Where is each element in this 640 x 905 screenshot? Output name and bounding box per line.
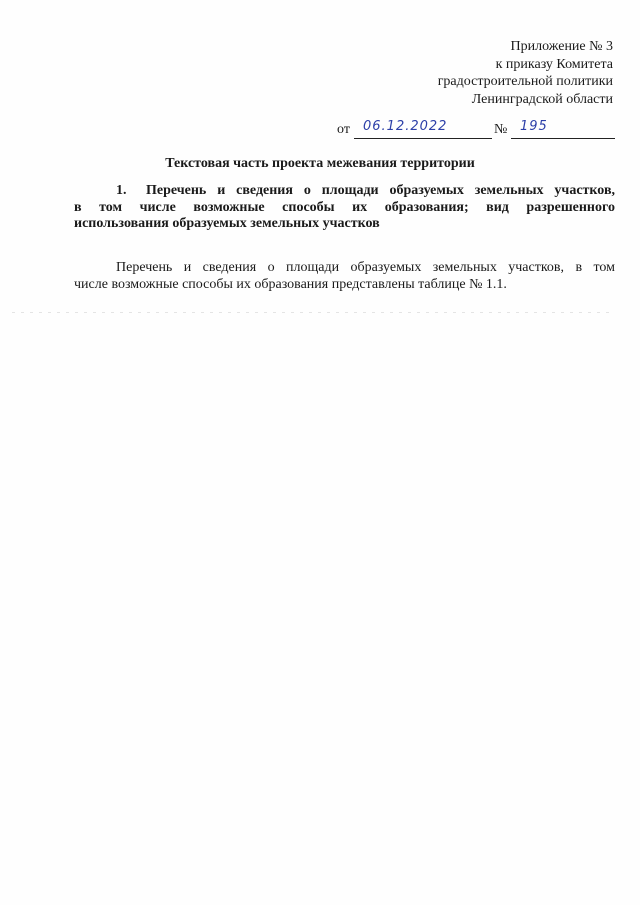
- number-underline: [511, 138, 615, 139]
- handwritten-number: 195: [520, 119, 548, 134]
- appendix-header-line: Ленинградской области: [471, 91, 613, 107]
- section-number: 1.: [116, 183, 127, 198]
- appendix-header-line: градостроительной политики: [437, 74, 613, 89]
- date-prefix: от: [337, 122, 350, 137]
- handwritten-date: 06.12.2022: [363, 119, 448, 134]
- appendix-header-line: Приложение № 3: [510, 39, 613, 54]
- date-underline: [354, 138, 492, 139]
- paragraph-line: числе возможные способы их образования представлены таблице № 1.1.: [74, 277, 507, 292]
- appendix-header: [438, 38, 613, 108]
- section-heading-line: [74, 183, 615, 200]
- section-heading-text: Перечень и сведения о площади образуемых земельных участков,: [146, 183, 615, 198]
- body-paragraph: [74, 259, 615, 293]
- section-heading-line: использования образуемых земельных участков: [74, 216, 380, 231]
- scan-artifact-line: [12, 312, 614, 313]
- number-prefix: №: [494, 122, 508, 137]
- paragraph-line: Перечень и сведения о площади образуемых земельных участков, в том: [116, 260, 615, 275]
- section-heading: [74, 183, 615, 233]
- document-title: Текстовая часть проекта межевания территории: [165, 156, 475, 171]
- order-reference-line: [337, 119, 617, 142]
- appendix-header-line: к приказу Комитета: [495, 56, 613, 72]
- section-heading-line: в том числе возможные способы их образования; вид разрешенного: [74, 199, 615, 215]
